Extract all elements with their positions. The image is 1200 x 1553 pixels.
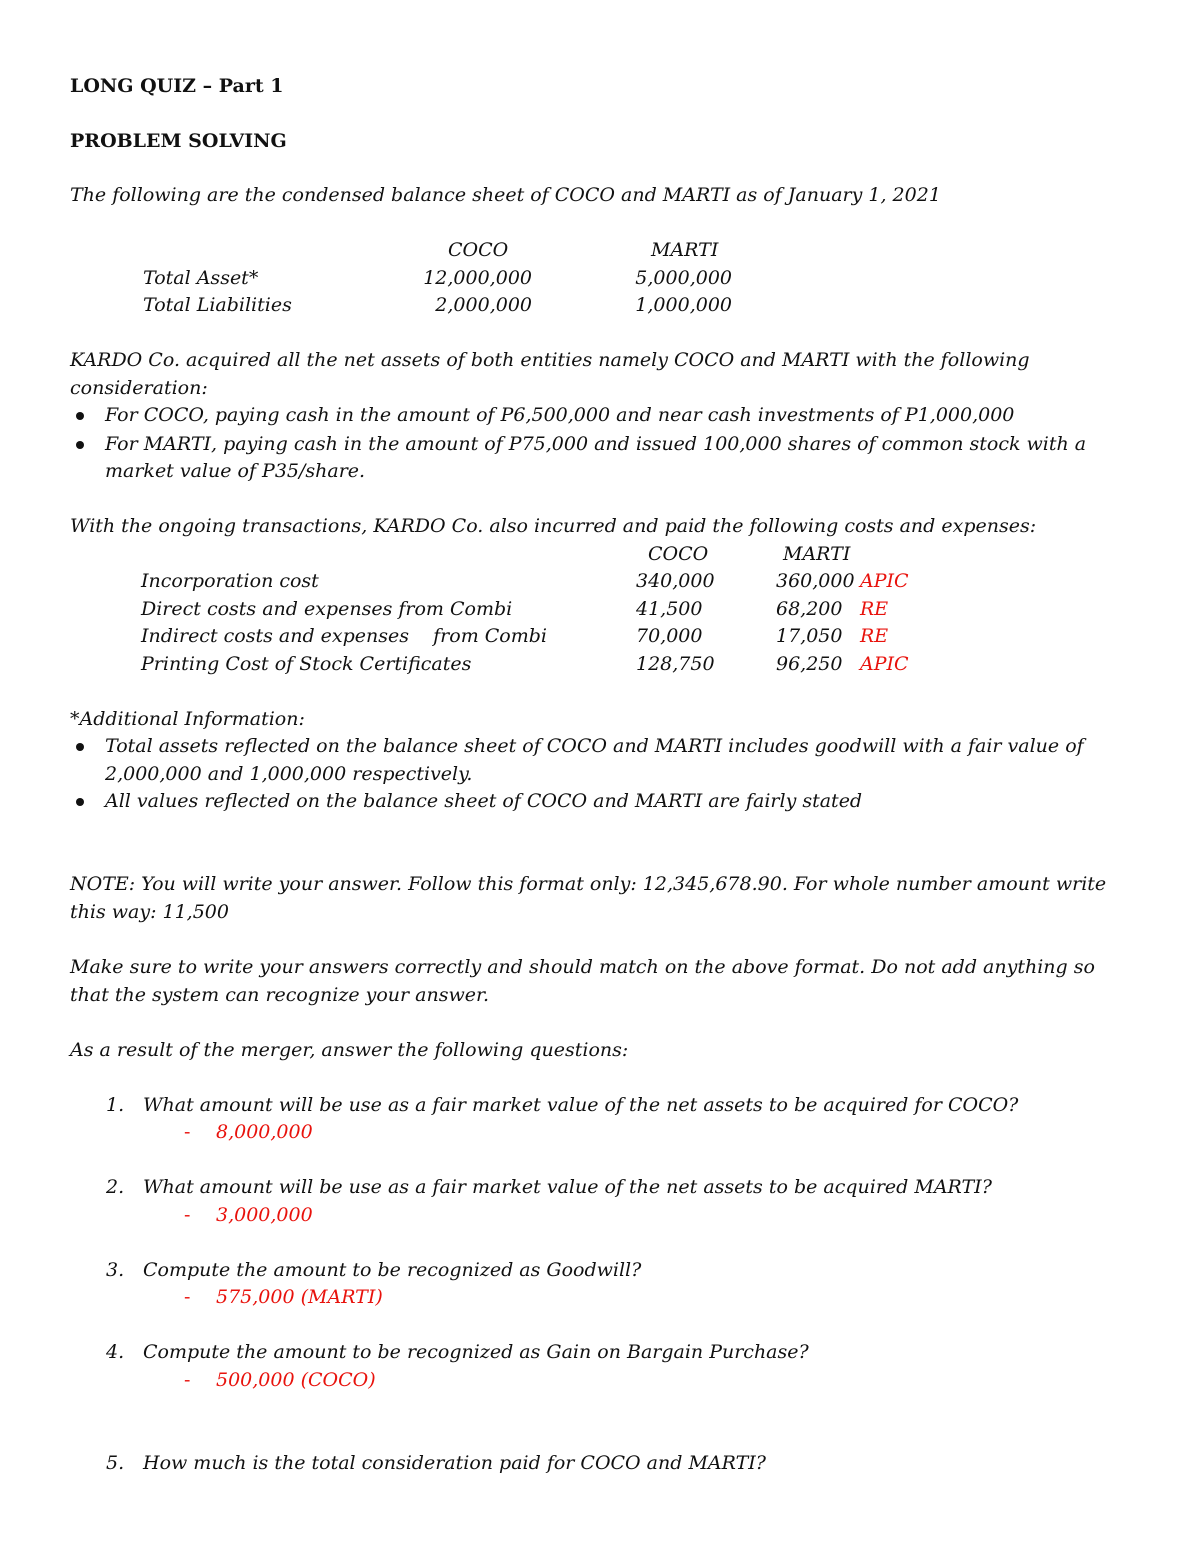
- answer-dash: -: [184, 1121, 191, 1143]
- row-value-marti: 17,050: [776, 625, 843, 647]
- question-number: 3.: [106, 1259, 125, 1281]
- costs-intro: With the ongoing transactions, KARDO Co. also incurred and paid the following costs and expenses:: [70, 515, 1037, 537]
- reminder-text: Make sure to write your answers correctly and should match on the above format. Do not add anything so: [70, 956, 1095, 978]
- row-value-coco: 12,000,000: [423, 267, 532, 289]
- row-value-marti: 68,200: [776, 598, 843, 620]
- row-value-marti: 5,000,000: [635, 267, 732, 289]
- bullet-text: 2,000,000 and 1,000,000 respectively.: [105, 763, 473, 785]
- row-value-marti: 96,250: [776, 653, 843, 675]
- question-number: 1.: [106, 1094, 125, 1116]
- answer-dash: -: [184, 1286, 191, 1308]
- questions-intro: As a result of the merger, answer the following questions:: [70, 1039, 629, 1061]
- acquisition-text: KARDO Co. acquired all the net assets of both entities namely COCO and MARTI with the following: [70, 349, 1030, 371]
- row-value-coco: 41,500: [636, 598, 703, 620]
- bullet-icon: [76, 743, 84, 751]
- row-label: Total Asset*: [143, 267, 259, 289]
- bullet-text: Total assets reflected on the balance sheet of COCO and MARTI includes goodwill with a fair value of: [105, 735, 1084, 757]
- question-text: How much is the total consideration paid for COCO and MARTI?: [143, 1452, 766, 1474]
- row-value-marti: 360,000: [776, 570, 855, 592]
- question-number: 4.: [106, 1341, 125, 1363]
- row-value-coco: 128,750: [636, 653, 715, 675]
- note-text: this way: 11,500: [70, 901, 229, 923]
- section-title: PROBLEM SOLVING: [70, 130, 287, 152]
- answer-text: 575,000 (MARTI): [216, 1286, 383, 1308]
- answer-text: 3,000,000: [216, 1204, 313, 1226]
- answer-dash: -: [184, 1369, 191, 1391]
- account-tag: APIC: [860, 570, 909, 592]
- question-text: What amount will be use as a fair market value of the net assets to be acquired for COCO?: [143, 1094, 1019, 1116]
- bullet-icon: [76, 441, 84, 449]
- question-number: 5.: [106, 1452, 125, 1474]
- row-label: Total Liabilities: [143, 294, 292, 316]
- account-tag: RE: [860, 598, 889, 620]
- row-value-coco: 2,000,000: [435, 294, 532, 316]
- col-header-coco: COCO: [648, 543, 709, 565]
- row-label: Printing Cost of Stock Certificates: [141, 653, 472, 675]
- intro-text: The following are the condensed balance sheet of COCO and MARTI as of January 1, 2021: [70, 184, 941, 206]
- account-tag: APIC: [860, 653, 909, 675]
- bullet-text: For COCO, paying cash in the amount of P6,500,000 and near cash investments of P1,000,000: [105, 404, 1015, 426]
- row-value-coco: 70,000: [636, 625, 703, 647]
- additional-info-title: *Additional Information:: [70, 708, 305, 730]
- row-label: Direct costs and expenses from Combi: [141, 598, 513, 620]
- col-header-marti: MARTI: [651, 239, 719, 261]
- col-header-coco: COCO: [448, 239, 509, 261]
- answer-dash: -: [184, 1204, 191, 1226]
- question-number: 2.: [106, 1176, 125, 1198]
- row-label: Indirect costs and expenses from Combi: [141, 625, 547, 647]
- col-header-marti: MARTI: [783, 543, 851, 565]
- reminder-text: that the system can recognize your answer.: [70, 984, 490, 1006]
- question-text: Compute the amount to be recognized as Goodwill?: [143, 1259, 642, 1281]
- row-label: Incorporation cost: [141, 570, 319, 592]
- question-text: What amount will be use as a fair market value of the net assets to be acquired MARTI?: [143, 1176, 992, 1198]
- quiz-title: LONG QUIZ – Part 1: [70, 75, 284, 97]
- acquisition-text: consideration:: [70, 377, 208, 399]
- answer-text: 500,000 (COCO): [216, 1369, 376, 1391]
- account-tag: RE: [860, 625, 889, 647]
- bullet-text: All values reflected on the balance sheet of COCO and MARTI are fairly stated: [105, 790, 863, 812]
- row-value-coco: 340,000: [636, 570, 715, 592]
- bullet-icon: [76, 798, 84, 806]
- bullet-icon: [76, 412, 84, 420]
- note-text: NOTE: You will write your answer. Follow this format only: 12,345,678.90. For whole number amount write: [70, 873, 1107, 895]
- question-text: Compute the amount to be recognized as Gain on Bargain Purchase?: [143, 1341, 809, 1363]
- answer-text: 8,000,000: [216, 1121, 313, 1143]
- row-value-marti: 1,000,000: [635, 294, 732, 316]
- bullet-text: For MARTI, paying cash in the amount of P75,000 and issued 100,000 shares of common stock with a: [105, 433, 1087, 455]
- bullet-text: market value of P35/share.: [105, 460, 366, 482]
